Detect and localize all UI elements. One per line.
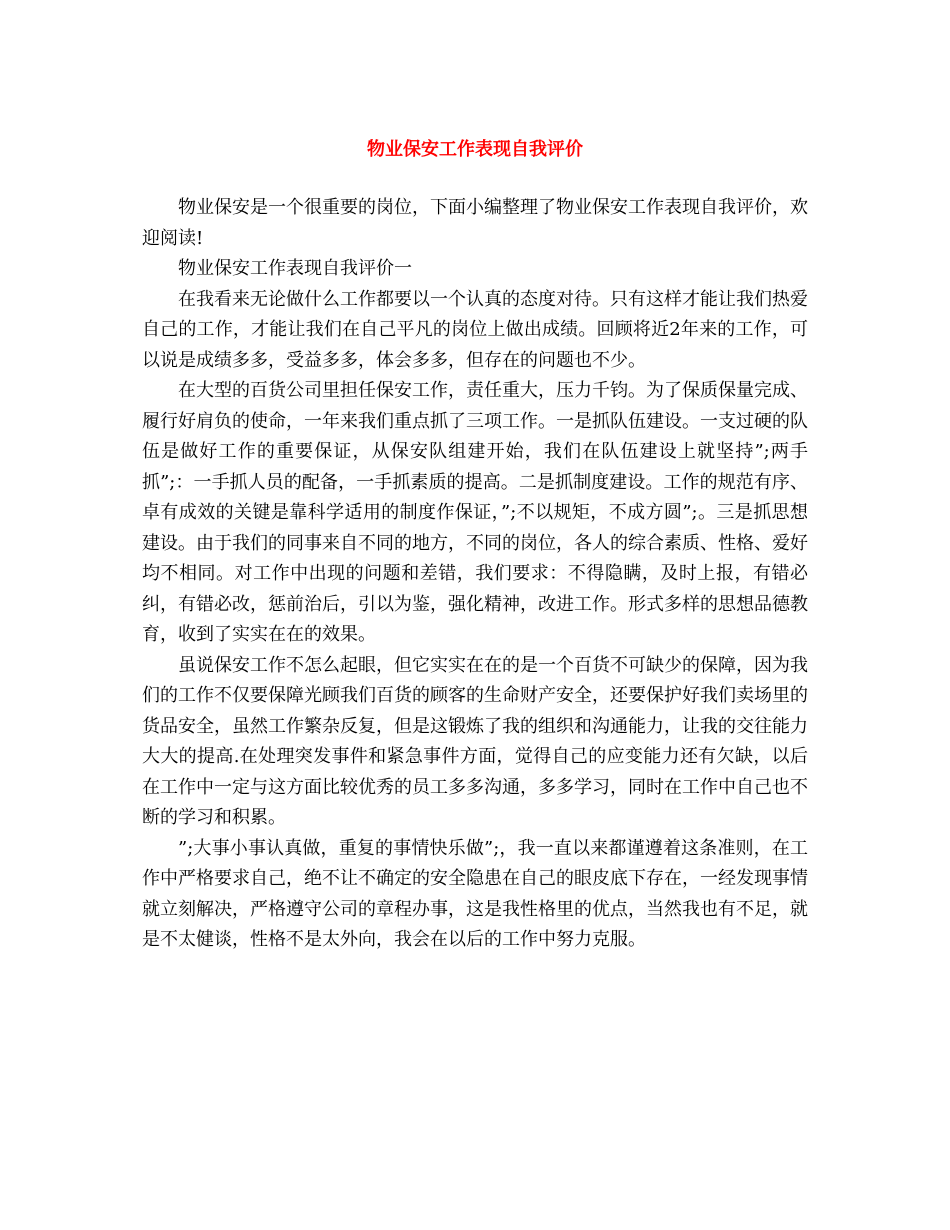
paragraph-principle: ”;大事小事认真做，重复的事情快乐做”;，我一直以来都谨遵着这条准则，在工作中严格要求自己，绝不让不确定的安全隐患在自己的眼皮底下存在，一经发现事情就立刻解决，严格遵守公司的章程办事，这是我性格里的优点，当然我也有不足，就是不太健谈，性格不是太外向，我会在以后的工作中努力克服。 bbox=[142, 837, 808, 950]
section-heading: 物业保安工作表现自我评价一 bbox=[178, 258, 412, 279]
document-title: 物业保安工作表现自我评价 bbox=[367, 139, 583, 160]
paragraph-three-tasks: 在大型的百货公司里担任保安工作，责任重大，压力千钧。为了保质保量完成、履行好肩负的使命，一年来我们重点抓了三项工作。一是抓队伍建设。一支过硬的队伍是做好工作的重要保证，从保安队组建开始，我们在队伍建设上就坚持”;两手抓”;：一手抓人员的配备，一手抓素质的提高。二是抓制度建设。工作的规范有序、卓有成效的关键是靠科学适用的制度作保证，”;不以规矩，不成方圆”;。三是抓思想建设。由于我们的同事来自不同的地方，不同的岗位，各人的综合素质、性格、爱好均不相同。对工作中出现的问题和差错，我们要求：不得隐瞒，及时上报，有错必纠，有错必改，惩前治后，引以为鉴，强化精神，改进工作。形式多样的思想品德教育，收到了实实在在的效果。 bbox=[142, 380, 808, 645]
paragraph-intro: 物业保安是一个很重要的岗位，下面小编整理了物业保安工作表现自我评价，欢迎阅读! bbox=[142, 197, 808, 249]
paragraph-attitude: 在我看来无论做什么工作都要以一个认真的态度对待。只有这样才能让我们热爱自己的工作，才能让我们在自己平凡的岗位上做出成绩。回顾将近2年来的工作，可以说是成绩多多，受益多多，体会多多，但存在的问题也不少。 bbox=[142, 288, 808, 371]
document-body bbox=[142, 193, 808, 956]
paragraph-security-role: 虽说保安工作不怎么起眼，但它实实在在的是一个百货不可缺少的保障，因为我们的工作不仅要保障光顾我们百货的顾客的生命财产安全，还要保护好我们卖场里的货品安全，虽然工作繁杂反复，但是这锻炼了我的组织和沟通能力，让我的交往能力大大的提高.在处理突发事件和紧急事件方面，觉得自己的应变能力还有欠缺，以后在工作中一定与这方面比较优秀的员工多多沟通，多多学习，同时在工作中自己也不断的学习和积累。 bbox=[142, 654, 808, 828]
